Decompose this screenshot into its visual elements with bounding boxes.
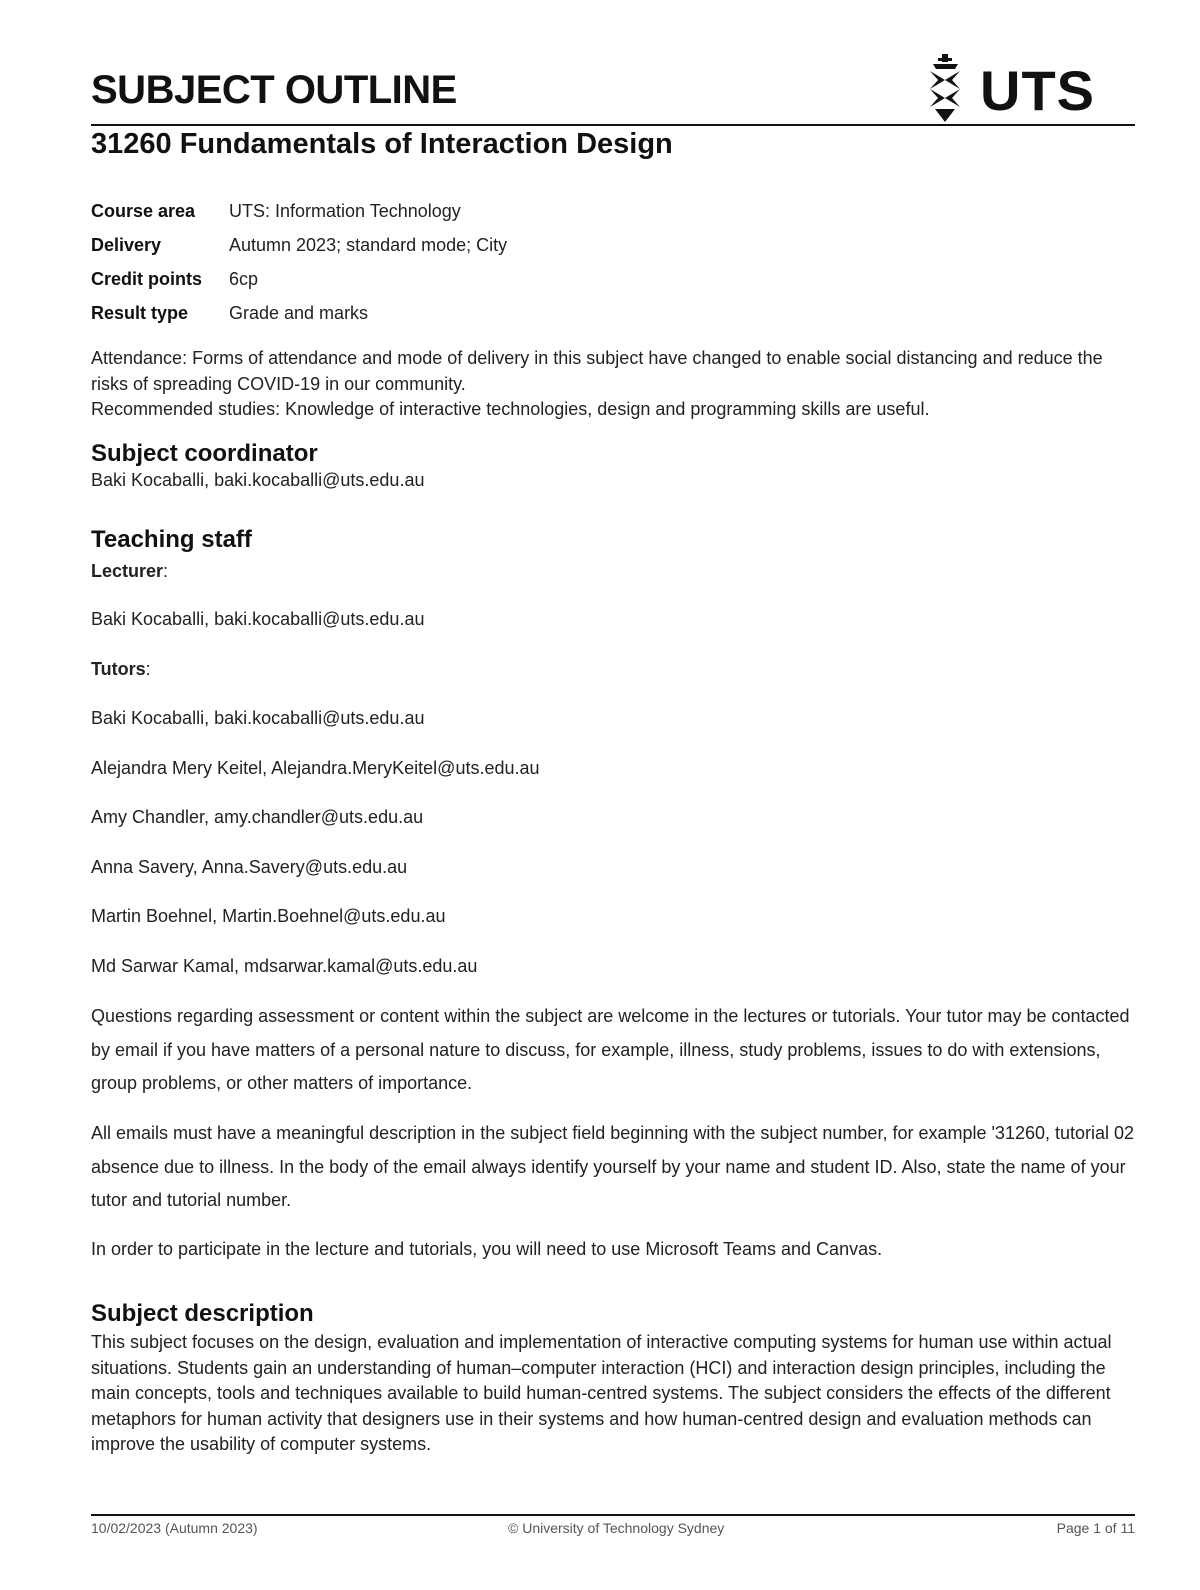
- meta-value: Autumn 2023; standard mode; City: [229, 234, 508, 255]
- tutor-contact: Anna Savery, Anna.Savery@uts.edu.au: [91, 857, 408, 877]
- subject-title: 31260 Fundamentals of Interaction Design: [91, 128, 673, 160]
- lecturer-label-line: [91, 561, 168, 582]
- footer-copyright: © University of Technology Sydney: [508, 1520, 725, 1536]
- lecturer-label: Lecturer: [91, 561, 164, 581]
- emails-paragraph: All emails must have a meaningful description in the subject field beginning with the subject number, for example '31260, tutorial 02 absence due to illness. In the body of the email always identify yourself by your name and student ID. Also, state the name of your tutor and tutorial number.: [91, 1123, 1135, 1210]
- meta-key: Result type: [91, 302, 189, 323]
- footer-page-number: Page 1 of 11: [1056, 1520, 1135, 1536]
- meta-value: UTS: Information Technology: [229, 200, 461, 221]
- meta-row-course-area: [91, 194, 507, 228]
- document-title: SUBJECT OUTLINE: [91, 68, 457, 112]
- tutor-contact: Alejandra Mery Keitel, Alejandra.MeryKeitel@uts.edu.au: [91, 758, 540, 778]
- subject-description-heading: Subject description: [91, 1300, 314, 1327]
- questions-paragraph: Questions regarding assessment or content within the subject are welcome in the lectures or tutorials. Your tutor may be contacted by email if you have matters of a personal nature to discuss, for example, illness, study problems, issues to do with extensions, group problems, or other matters of importance.: [91, 1006, 1130, 1093]
- meta-row-credit-points: [91, 262, 507, 296]
- tutor-contact: Martin Boehnel, Martin.Boehnel@uts.edu.au: [91, 906, 446, 926]
- footer-date: 10/02/2023 (Autumn 2023): [91, 1520, 258, 1536]
- participation-paragraph: In order to participate in the lecture and tutorials, you will need to use Microsoft Teams and Canvas.: [91, 1239, 883, 1259]
- meta-key: Course area: [91, 200, 196, 221]
- subject-meta: [91, 194, 507, 330]
- tutor-contact: Md Sarwar Kamal, mdsarwar.kamal@uts.edu.au: [91, 956, 478, 976]
- meta-key: Delivery: [91, 234, 162, 255]
- coordinator-contact: Baki Kocaballi, baki.kocaballi@uts.edu.au: [91, 470, 425, 490]
- meta-key: Credit points: [91, 268, 202, 289]
- coordinator-heading: Subject coordinator: [91, 440, 318, 467]
- tutor-contact: Amy Chandler, amy.chandler@uts.edu.au: [91, 807, 424, 827]
- teaching-staff-heading: Teaching staff: [91, 526, 252, 553]
- meta-value: 6cp: [229, 268, 259, 289]
- tutors-colon: :: [145, 659, 151, 679]
- meta-row-delivery: [91, 228, 507, 262]
- tutors-label-line: [91, 659, 151, 680]
- meta-row-result-type: [91, 296, 507, 330]
- footer-rule: [91, 1514, 1135, 1516]
- subject-description-text: This subject focuses on the design, evaluation and implementation of interactive computing systems for human use within actual situations. Students gain an understanding of human–computer interaction (HCI) and interaction design principles, including the main concepts, tools and techniques available to build human-centred systems. The subject considers the effects of the different metaphors for human activity that designers use in their systems and how human-centred design and evaluation methods can improve the usability of computer systems.: [91, 1332, 1112, 1454]
- tutor-contact: Baki Kocaballi, baki.kocaballi@uts.edu.au: [91, 708, 425, 728]
- uts-logo-text: UTS: [980, 59, 1095, 122]
- lecturer-colon: :: [163, 561, 169, 581]
- header-rule: [91, 124, 1135, 126]
- tutors-label: Tutors: [91, 659, 146, 679]
- lecturer-contact: Baki Kocaballi, baki.kocaballi@uts.edu.au: [91, 609, 425, 629]
- recommended-studies-note: Recommended studies: Knowledge of interactive technologies, design and programming skills are useful.: [91, 399, 930, 419]
- meta-value: Grade and marks: [229, 302, 369, 323]
- attendance-note: Attendance: Forms of attendance and mode of delivery in this subject have changed to enable social distancing and reduce the risks of spreading COVID-19 in our community.: [91, 348, 1103, 394]
